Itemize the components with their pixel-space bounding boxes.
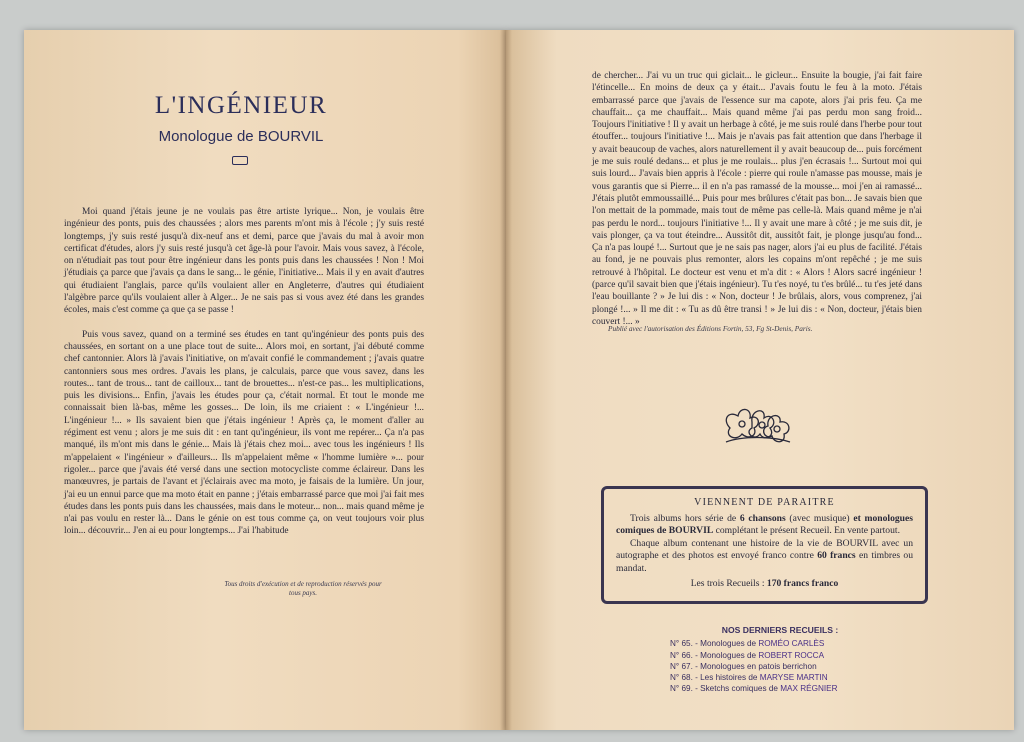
book-gutter (500, 30, 512, 730)
floral-ornament-icon (720, 402, 796, 450)
announcement-price: Les trois Recueils : 170 francs franco (690, 577, 839, 589)
announcement-paragraph: Trois albums hors série de 6 chansons (avec musique) et monologues comiques de BOURVIL complétant le présent Recueil. En vente partout. (616, 512, 913, 537)
list-item: N° 67. - Monologues en patois berrichon (670, 661, 817, 671)
left-page-text (64, 206, 424, 538)
announcement-box (601, 486, 928, 604)
paragraph: de chercher... J'ai vu un truc qui giclait... le gicleur... Ensuite la bougie, j'ai fait faire l'étincelle... En moins de deux ça y était... J'avais foutu le feu à la moto. J'étais embarrassé parce que j'avais de l'essence sur ma capote, alors j'ai pris feu. Ça me chauffait... ça me chauffait... Mais quand même j'ai pas perdu mon sang froid... Toujours l'initiative ! Il y avait un herbage à côté, je me suis roulé dans l'herbe pour tout étouffer... toujours l'initiative !... Mais je n'avais pas fait attention que dans l'herbage il y avait beaucoup de vaches, alors naturellement il y avait beaucoup de... puis forcément je me suis roulé dedans... et plus je me roulais... plus j'en écrasais !... Surtout moi qui suis lourd... J'avais bien appris à l'école : pierre qui roule n'amasse pas mousse, mais je vous garantis que si Pierre... il en n'a pas ramassé de la mousse... moi j'en ai ramassé... J'étais plutôt emmoussaillé... Puis pour mes brûlures c'était pas bon... Je savais bien que l'on mettait de la pommade, mais tout de même pas celle-là. Mais quand même je n'ai pas perdu le nord... toujours l'initiative !... Il y avait une mare à côté ; je me suis dit, je vais plonger, ça va tout éteindre... Aussitôt dit, aussitôt fait, je plonge jusqu'au fond... Ça n'a pas loupé !... Surtout que je ne sais pas nager, alors j'ai eu plus de facilité. J'étais au fond, je ne pouvais plus remonter, alors les copains m'ont repêché ; je me suis retrouvé à l'hôpital. Le docteur est venu et m'a dit : « Alors ! Alors sacré ingénieur ! (parce qu'il savait bien que j'étais ingénieur). Tu t'es noyé, tu t'es brûlé... tu t'es jeté dans l'eau bouillante ? » Je lui dis : « Non, docteur ! Je brûlais, alors, vous comprenez, j'ai plongé !... » Il me dit : « Tu as dû être transi ! » Je lui dis : « Non, docteur, j'étais bien couvert !... » (592, 71, 922, 327)
monologue-title: L'INGÉNIEUR (154, 92, 328, 119)
paragraph: Puis vous savez, quand on a terminé ses études en tant qu'ingénieur des ponts puis des chaussées, en sortant on a une place tout de suite... Alors moi, en sortant, j'ai débuté comme chef cantonnier. Alors là j'avais l'initiative, on m'avait confié le commandement ; j'avais quatre cantonniers sous mes ordres. J'avais les plans, je calculais, parce que vous savez, dans les routes... tant de trous... tant de cailloux... tant de brouettes... n'est-ce pas... les multiplications, puis les divisions... Enfin, j'avais les études pour ça, c'était normal. Et tout le monde me connaissait bien là-bas, même les gosses... De loin, ils me criaient : « L'ingénieur !... L'ingénieur !... » Ils savaient bien que j'étais ingénieur ! Après ça, le moment d'aller au régiment est venu ; alors je me suis dit : en tant qu'ingénieur, ils vont me repérer... Ça n'a pas manqué, ils m'ont mis dans le génie... Mais là j'étais chez moi... avec tous les ingénieurs ! Ils m'appelaient « l'ingénieur » d'ailleurs... Ils m'appelaient même « l'homme lumière »... pour rigoler... parce que j'avais été versé dans une section motocycliste comme éclaireur. Dans les manœuvres, je partais de l'avant et j'éclairais avec ma moto, je faisais de la lumière. Un jour, j'ai eu un ennui parce que ma moto était en panne ; j'étais embarrassé parce que moi j'ai fait mes études dans les ponts puis dans les chaussées, mais dans le moteur... non... mais quand même je n'ai pas voulu en rester là... Dans le génie on est tous comme ça, on veut toujours voir plus loin... découvrir... J'en ai eu pour longtemps... J'ai l'habitude (64, 329, 424, 537)
ornament-icon (232, 156, 248, 165)
announcement-title: VIENNENT DE PARAITRE (694, 497, 835, 508)
paragraph: Moi quand j'étais jeune je ne voulais pas être artiste lyrique... Non, je voulais être ingénieur des ponts, puis des chaussées ; alors mes parents m'ont mis à l'école ; j'y suis resté longtemps, j'y suis resté jusqu'à dix-neuf ans et demi, parce que j'avais du mal à avoir mon certificat d'études, alors j'y suis resté jusqu'à cet âge-là pour l'avoir. Mais vous savez, à l'école, on n'étudiait pas tout pour être ingénieur dans les ponts puis dans les chaussées ! Non ! Moi j'étudiais ça parce que j'avais ça dans le sang... le génie, l'initiative... Mais il y en avait d'autres qui étudiaient l'anglais, parce qu'ils voulaient aller en Angleterre, d'autres qui étudiaient l'algèbre parce qu'ils voulaient aller à Alger... Je ne sais pas si vous avez été dans les grandes écoles, mais c'est comme ça que ça se passe ! (64, 207, 424, 316)
announcement-paragraph: Chaque album contenant une histoire de la vie de BOURVIL avec un autographe et des photos est envoyé franco contre 60 francs en timbres ou mandat. (616, 537, 914, 574)
recueils-heading: NOS DERNIERS RECUEILS : (721, 625, 839, 635)
publisher-credit: Publié avec l'autorisation des Éditions Fortin, 53, Fg St-Denis, Paris. (608, 324, 813, 333)
list-item: N° 68. - Les histoires de MARYSE MARTIN (670, 673, 828, 683)
recueils-list (670, 625, 890, 695)
list-item: N° 66. - Monologues de ROBERT ROCCA (670, 650, 825, 660)
list-item: N° 69. - Sketchs comiques de MAX RÉGNIER (670, 684, 838, 694)
rights-notice: Tous droits d'exécution et de reproduction réservés pour tous pays. (224, 580, 382, 597)
monologue-subtitle: Monologue de BOURVIL (158, 128, 324, 145)
list-item: N° 65. - Monologues de ROMÉO CARLÈS (670, 639, 825, 649)
right-page-text (592, 70, 922, 328)
